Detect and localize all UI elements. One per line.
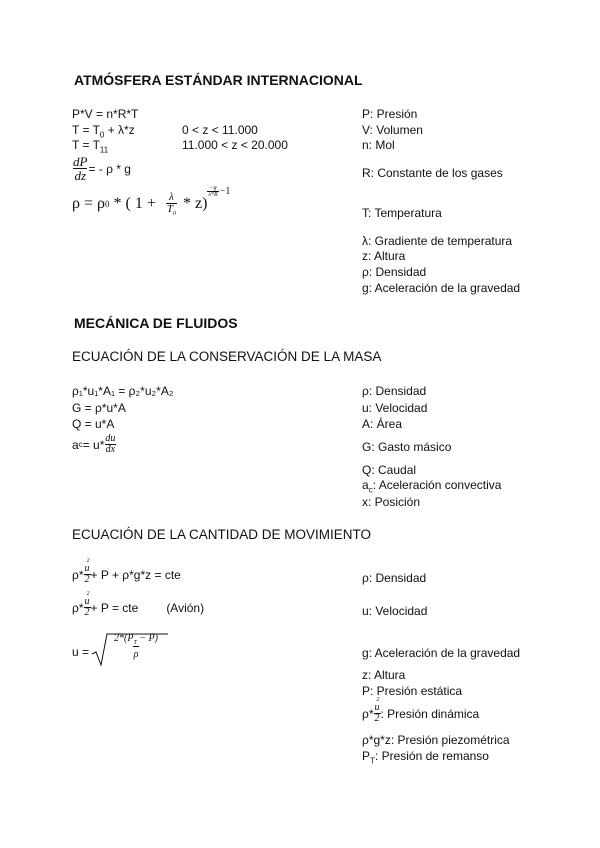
section-title-atmosphere: ATMÓSFERA ESTÁNDAR INTERNACIONAL bbox=[74, 72, 363, 88]
legend-convective-acceleration: $a_c$: Aceleración convectiva bbox=[362, 478, 502, 495]
legend-mom-altitude: z: Altura bbox=[362, 668, 406, 682]
legend-gravity: g: Aceleración de la gravedad bbox=[362, 281, 521, 295]
legend-volume: V: Volumen bbox=[362, 123, 423, 137]
equation-bernoulli: ρ* $\frac{u^2}{2}$ + P + ρ*g*z = cte bbox=[72, 558, 181, 585]
legend-mom-density: ρ: Densidad bbox=[362, 571, 427, 585]
legend-piezometric-pressure: ρ*g*z: Presión piezométrica bbox=[362, 733, 510, 747]
legend-position: x: Posición bbox=[362, 495, 421, 509]
equation-density-altitude: ρ = ρ 0 * ( 1 + $\frac{\lambda}{T_0}$ * z) $\frac{-g}{\lambda*R}$ −1 bbox=[72, 185, 231, 218]
fraction-du-dx: $\frac{du}{dx}$ bbox=[105, 433, 116, 455]
equation-temperature-stratosphere: $T = T_{11}$ bbox=[72, 138, 109, 155]
equation-hydrostatic: $\frac{dP}{dz}$ = - ρ * g bbox=[73, 154, 131, 183]
range-stratosphere: 11.000 < z < 20.000 bbox=[182, 138, 288, 152]
legend-mol: n: Mol bbox=[362, 138, 395, 152]
legend-mass-density: ρ: Densidad bbox=[362, 384, 427, 398]
subtitle-mass-conservation: ECUACIÓN DE LA CONSERVACIÓN DE LA MASA bbox=[72, 349, 382, 364]
equation-velocity-label: u = bbox=[72, 645, 90, 659]
equation-mass-flow: G = ρ*u*A bbox=[72, 401, 126, 415]
fraction-u2-2: $\frac{u^2}{2}$ bbox=[84, 591, 90, 618]
fraction-velocity: $\frac{2*(P_T - P)}{\rho}$ bbox=[114, 633, 158, 660]
equation-volume-flow: Q = u*A bbox=[72, 417, 115, 431]
legend-mass-velocity: u: Velocidad bbox=[362, 401, 428, 415]
legend-gas-constant: R: Constante de los gases bbox=[362, 166, 503, 180]
exponent: $\frac{-g}{\lambda*R}$ −1 bbox=[208, 185, 231, 198]
legend-mom-velocity: u: Velocidad bbox=[362, 604, 428, 618]
legend-static-pressure: P: Presión estática bbox=[362, 684, 463, 698]
fraction-dp-dz: $\frac{dP}{dz}$ bbox=[73, 154, 88, 183]
legend-temperature: T: Temperatura bbox=[362, 206, 442, 220]
equation-continuity: ρ₁*u₁*A₁ = ρ₂*u₂*A₂ bbox=[72, 384, 174, 398]
legend-mom-gravity: g: Aceleración de la gravedad bbox=[362, 646, 521, 660]
range-troposphere: 0 < z < 11.000 bbox=[182, 123, 258, 137]
legend-gradient: λ: Gradiente de temperatura bbox=[362, 234, 513, 248]
legend-dynamic-pressure: ρ* $\frac{u^2}{2}$ : Presión dinámica bbox=[362, 697, 480, 724]
equation-ideal-gas: P*V = n*R*T bbox=[72, 107, 139, 121]
section-title-fluids: MECÁNICA DE FLUIDOS bbox=[74, 315, 238, 331]
legend-mass-flow: G: Gasto másico bbox=[362, 440, 452, 454]
equation-convective-acceleration: a c = u* $\frac{du}{dx}$ bbox=[72, 433, 116, 455]
subtitle-momentum: ECUACIÓN DE LA CANTIDAD DE MOVIMIENTO bbox=[72, 527, 372, 542]
equation-bernoulli-airplane: ρ* $\frac{u^2}{2}$ + P = cte (Avión) bbox=[72, 591, 205, 618]
equation-temperature-troposphere: $T = T_0 + \lambda*z$ bbox=[72, 123, 135, 140]
legend-pressure: P: Presión bbox=[362, 107, 418, 121]
fraction-lambda-t0: $\frac{\lambda}{T_0}$ bbox=[166, 191, 176, 218]
legend-mass-area: A: Área bbox=[362, 417, 403, 431]
legend-stagnation-pressure: $P_T$: Presión de remanso bbox=[362, 749, 489, 766]
fraction-u2-2: $\frac{u^2}{2}$ bbox=[84, 558, 90, 585]
legend-flow-rate: Q: Caudal bbox=[362, 463, 417, 477]
legend-density: ρ: Densidad bbox=[362, 265, 427, 279]
legend-altitude: z: Altura bbox=[362, 249, 406, 263]
